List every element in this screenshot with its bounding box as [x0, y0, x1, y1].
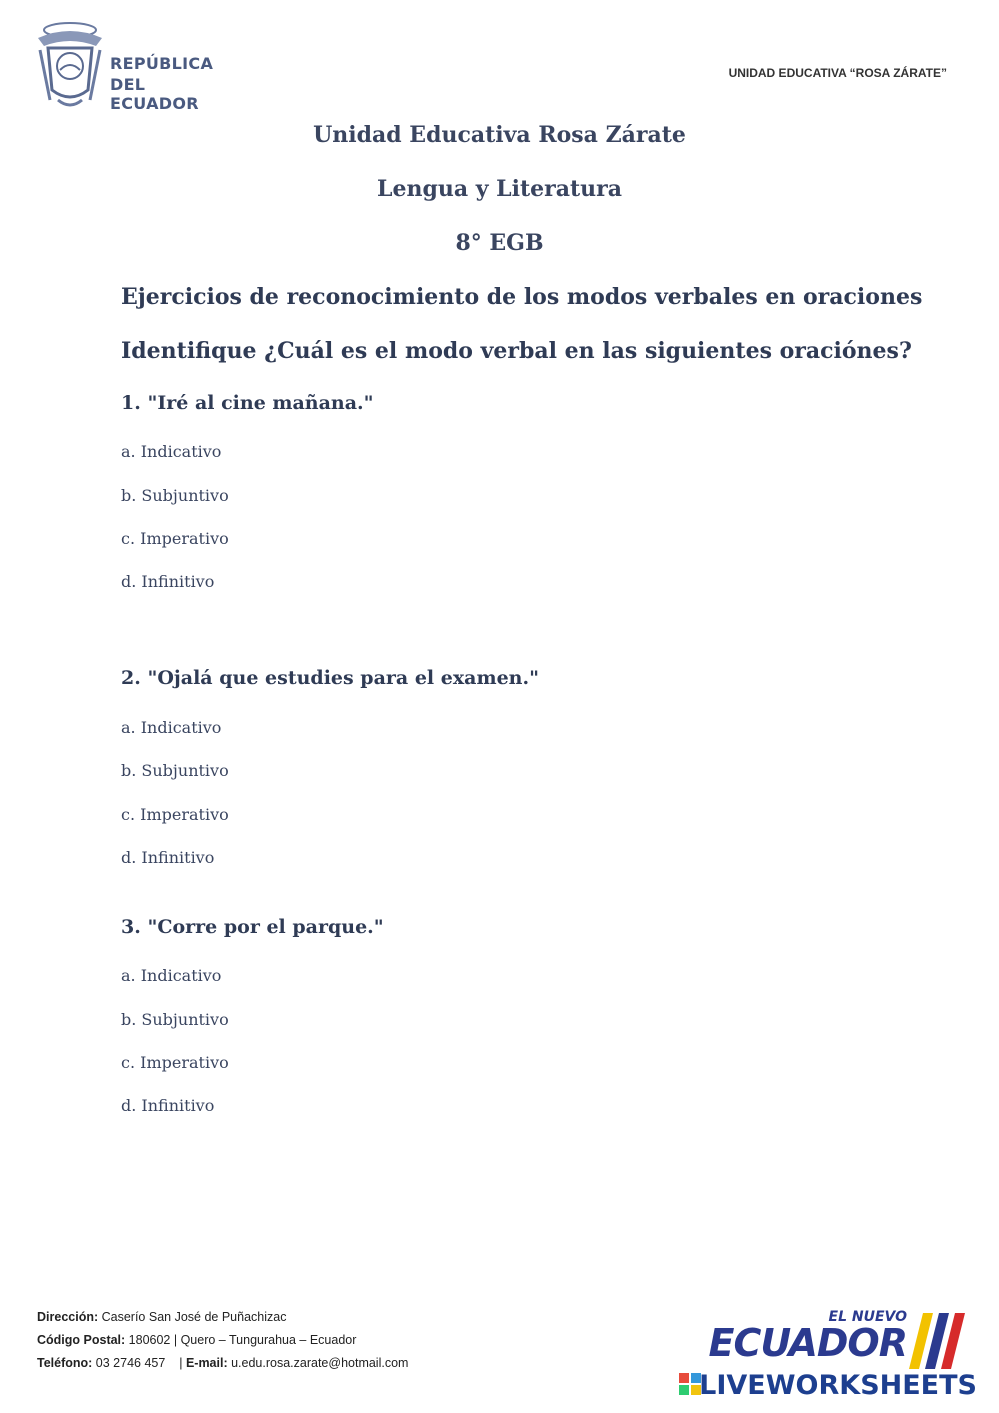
question-2-option-c[interactable]: c. Imperativo — [121, 805, 229, 824]
question-2-title: 2. "Ojalá que estudies para el examen." — [121, 667, 540, 689]
footer-postal — [37, 1333, 356, 1347]
footer-address-value: Caserío San José de Puñachizac — [98, 1310, 287, 1324]
instruction-heading: Identifique ¿Cuál es el modo verbal en las siguientes oraciónes? — [121, 338, 912, 364]
question-1-option-d[interactable]: d. Infinitivo — [121, 572, 215, 591]
footer-phone-label: Teléfono: — [37, 1356, 93, 1370]
footer-address — [37, 1310, 286, 1324]
question-3-option-a[interactable]: a. Indicativo — [121, 966, 222, 985]
liveworksheets-logo-icon — [679, 1373, 701, 1395]
subject-title: Lengua y Literatura — [376, 176, 623, 202]
question-3-option-d[interactable]: d. Infinitivo — [121, 1096, 215, 1115]
question-3-title: 3. "Corre por el parque." — [121, 916, 384, 938]
question-2-option-a[interactable]: a. Indicativo — [121, 718, 222, 737]
republic-logo — [30, 20, 230, 115]
question-1-option-b[interactable]: b. Subjuntivo — [121, 486, 229, 505]
republic-line-1: REPÚBLICA — [110, 54, 214, 73]
footer-email-value: u.edu.rosa.zarate@hotmail.com — [227, 1356, 409, 1370]
question-2-option-d[interactable]: d. Infinitivo — [121, 848, 215, 867]
footer-postal-label: Código Postal: — [37, 1333, 126, 1347]
exercise-heading: Ejercicios de reconocimiento de los modos verbales en oraciones — [121, 284, 923, 310]
school-title: Unidad Educativa Rosa Zárate — [313, 122, 686, 148]
footer-contact — [37, 1356, 408, 1370]
brand-nuevo: EL NUEVO — [828, 1309, 907, 1325]
question-1-option-a[interactable]: a. Indicativo — [121, 442, 222, 461]
question-2-option-b[interactable]: b. Subjuntivo — [121, 761, 229, 780]
question-1-option-c[interactable]: c. Imperativo — [121, 529, 229, 548]
school-header-name: UNIDAD EDUCATIVA “ROSA ZÁRATE” — [728, 66, 947, 80]
grade-title: 8° EGB — [455, 230, 544, 256]
coat-of-arms-icon — [30, 20, 110, 112]
question-3-option-c[interactable]: c. Imperativo — [121, 1053, 229, 1072]
question-3-option-b[interactable]: b. Subjuntivo — [121, 1010, 229, 1029]
liveworksheets-wordmark: LIVEWORKSHEETS — [699, 1370, 977, 1401]
brand-ecuador: ECUADOR — [708, 1321, 907, 1365]
footer-phone-value: 03 2746 457 | — [92, 1356, 186, 1370]
flag-stripes-icon — [909, 1313, 969, 1369]
brand-block — [677, 1309, 977, 1401]
republic-line-2: DEL ECUADOR — [110, 75, 199, 113]
footer-address-label: Dirección: — [37, 1310, 99, 1324]
footer-postal-value: 180602 | Quero – Tungurahua – Ecuador — [125, 1333, 357, 1347]
footer-email-label: E-mail: — [185, 1356, 228, 1370]
question-1-title: 1. "Iré al cine mañana." — [121, 392, 374, 414]
